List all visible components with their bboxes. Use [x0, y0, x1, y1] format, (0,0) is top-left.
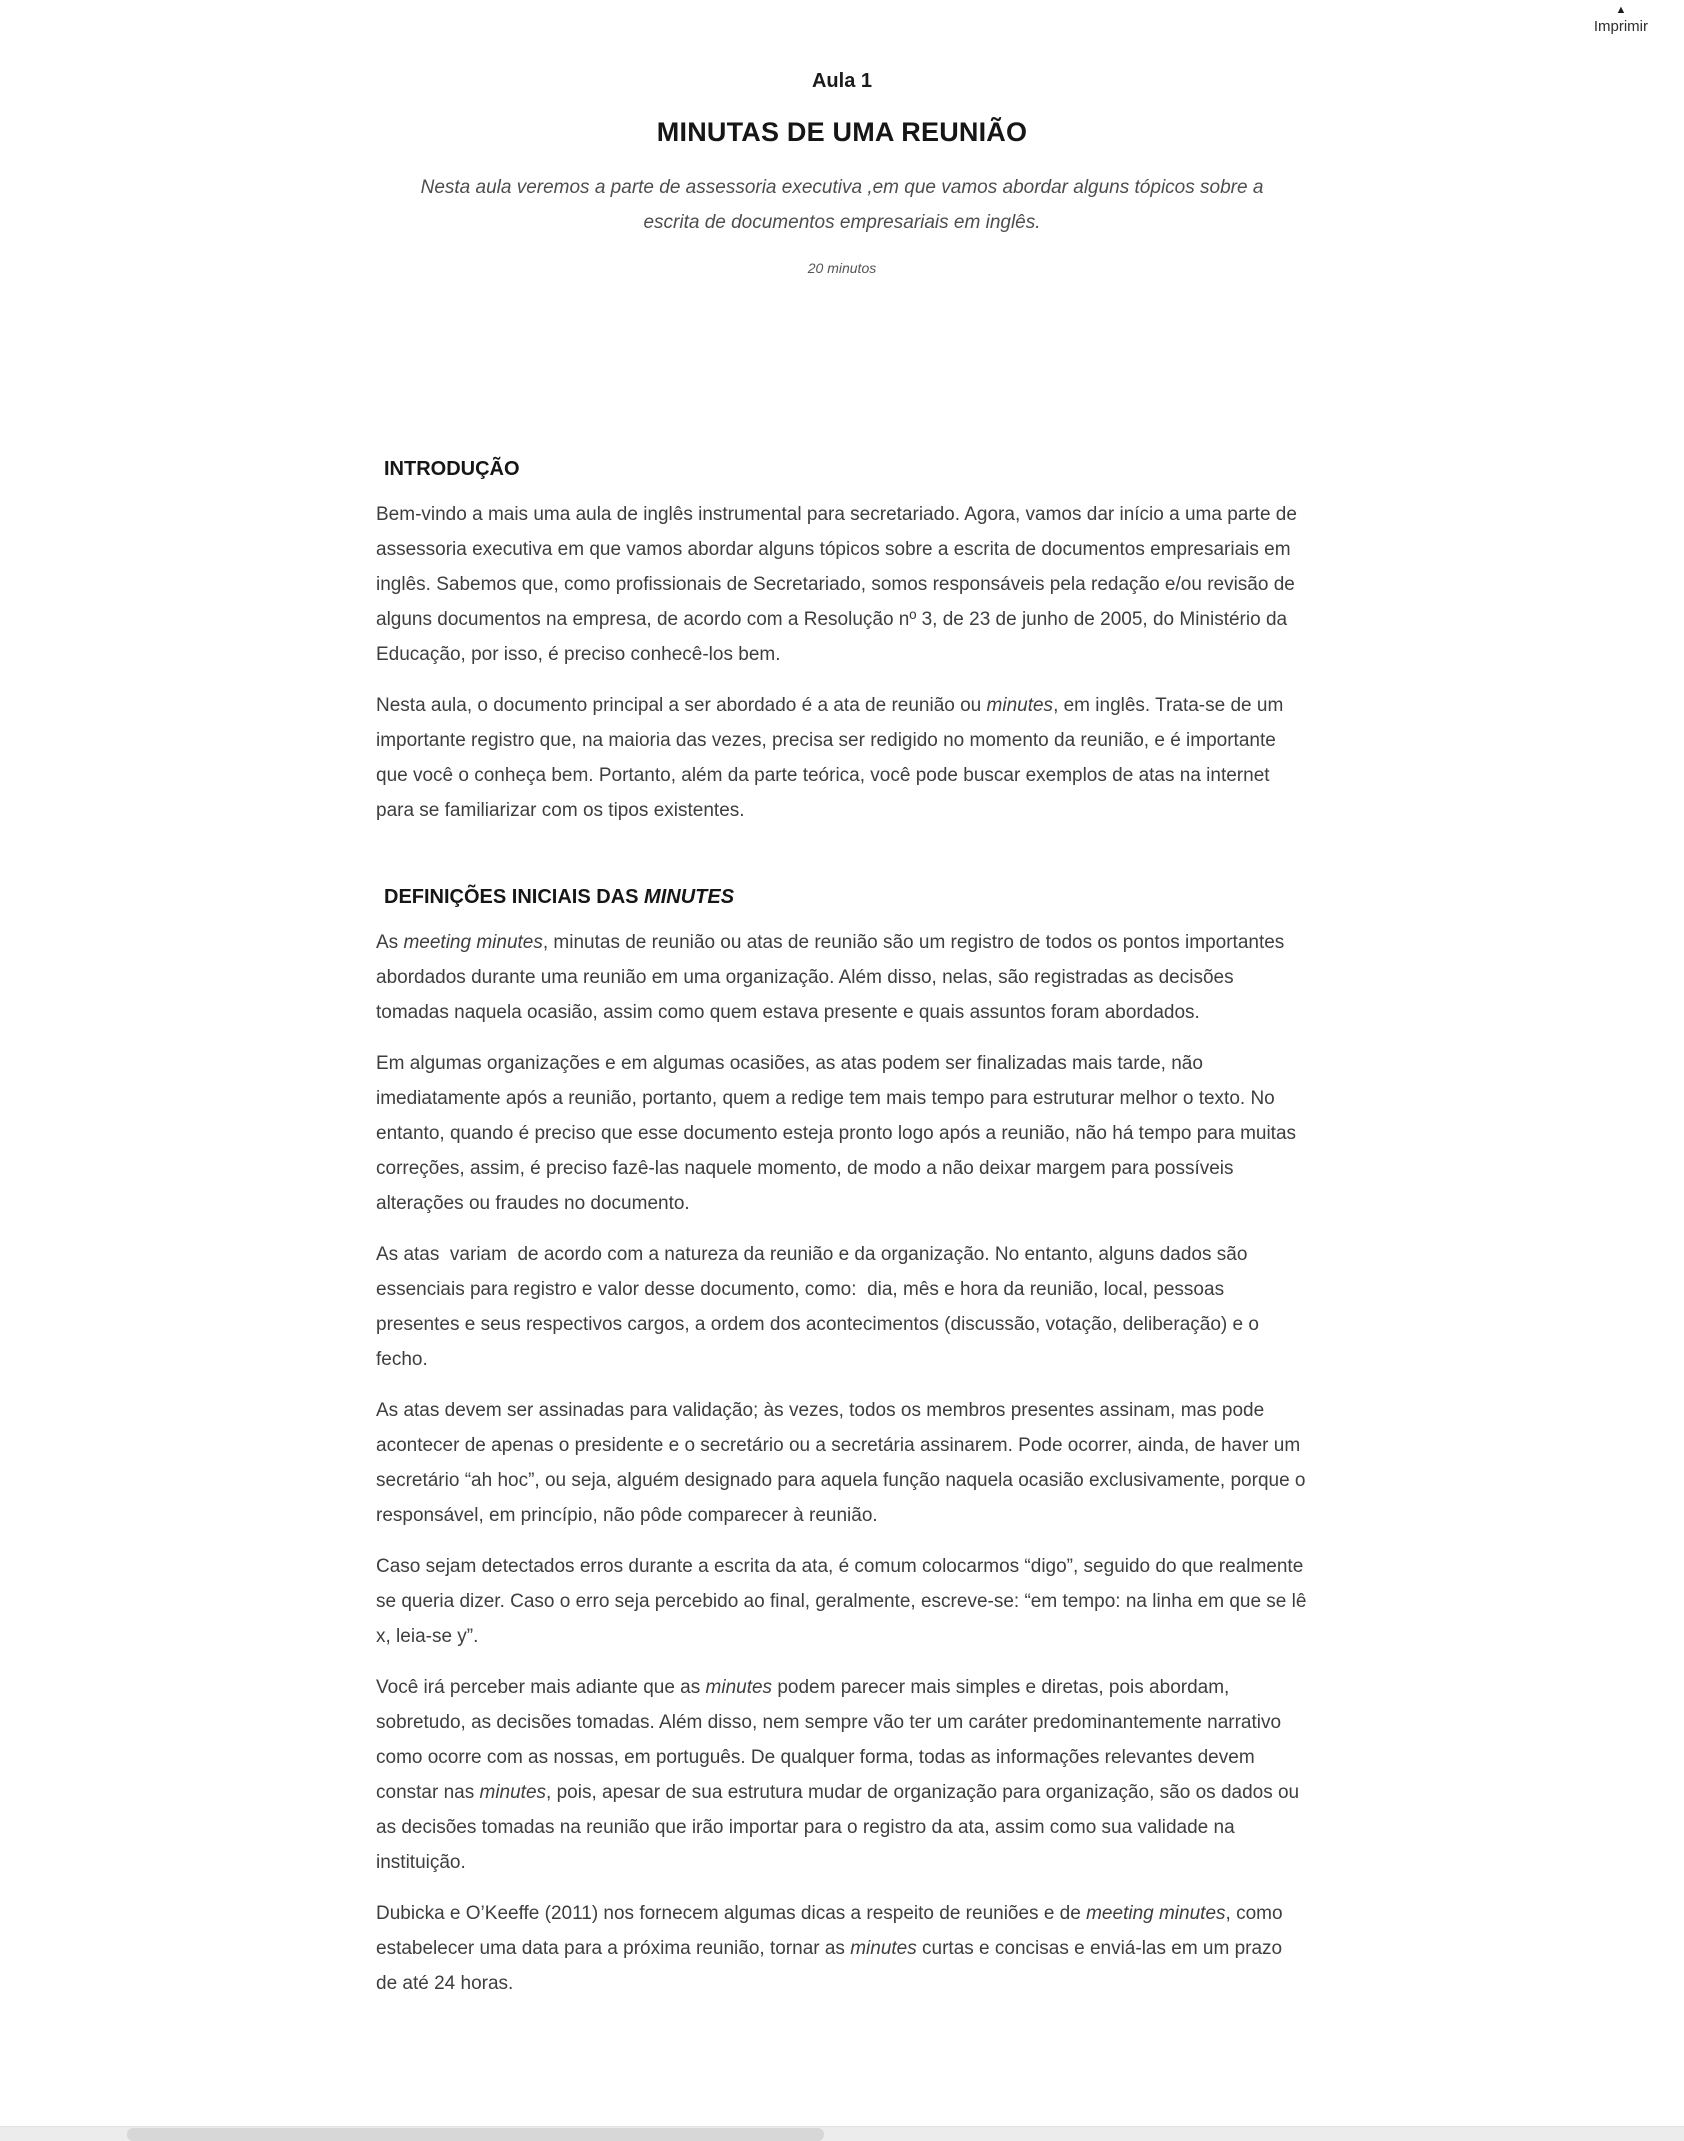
paragraph [376, 1549, 1312, 1654]
italic-text-run: meeting minutes [403, 932, 543, 954]
page-title: MINUTAS DE UMA REUNIÃO [656, 117, 1028, 147]
paragraph [376, 1237, 1308, 1377]
print-button-label: Imprimir [1593, 18, 1648, 35]
text-run: As [376, 932, 404, 954]
horizontal-scrollbar-track[interactable] [0, 2126, 1684, 2141]
paragraph [376, 1046, 1308, 1221]
content-section [376, 886, 1312, 2001]
italic-text-run: minutes [986, 695, 1054, 717]
text-run: As atas devem ser assinadas para validação; às vezes, todos os membros presentes assinam, mas pode acontecer de apenas o presidente e o secretário ou a secretária assinarem. Pode ocorrer, ainda, de haver um secretário “ah hoc”, ou seja, alguém designado para aquela função naquela ocasião exclusivamente, porque o responsável, em princípio, não pôde comparecer à reunião. [376, 1400, 1311, 1527]
italic-text-run: MINUTES [644, 886, 735, 909]
text-run: curtas e concisas e enviá-las em um prazo de até 24 horas. [376, 1938, 1288, 1995]
paragraph [376, 1896, 1308, 2001]
text-run: Caso sejam detectados erros durante a escrita da ata, é comum colocarmos “digo”, seguido do que realmente se queria dizer. Caso o erro seja percebido ao final, geralmente, escreve-se: “em tempo: na linha em que se lê x, leia-se y”. [376, 1556, 1312, 1648]
section-heading [376, 886, 1308, 909]
text-run: , como estabelecer uma data para a próxima reunião, tornar as [376, 1903, 1288, 1960]
text-run: Em algumas organizações e em algumas ocasiões, as atas podem ser finalizadas mais tarde, não imediatamente após a reunião, portanto, quem a redige tem mais tempo para estruturar melhor o texto. No entanto, quando é preciso que esse documento esteja pronto logo após a reunião, não há tempo para muitas correções, assim, é preciso fazê-las naquele momento, de modo a não deixar margem para possíveis alterações ou fraudes no documento. [376, 1053, 1302, 1215]
italic-text-run: minutes [705, 1677, 773, 1699]
paragraph [376, 688, 1308, 828]
paragraph [376, 497, 1308, 672]
text-run: , em inglês. Trata-se de um importante registro que, na maioria das vezes, precisa ser redigido no momento da reunião, e é importante que você o conheça bem. Portanto, além da parte teórica, você pode buscar exemplos de atas na internet para se familiarizar com os tipos existentes. [376, 695, 1289, 822]
italic-text-run: minutes [479, 1782, 547, 1804]
text-run: Nesta aula, o documento principal a ser abordado é a ata de reunião ou [376, 695, 987, 717]
print-button[interactable] [1594, 5, 1648, 35]
italic-text-run: minutes [850, 1938, 917, 1960]
document-content [376, 0, 1312, 2111]
lesson-label: Aula 1 [811, 70, 873, 92]
horizontal-scrollbar-thumb[interactable] [127, 2128, 824, 2141]
paragraph [376, 925, 1308, 1030]
text-run: , pois, apesar de sua estrutura mudar de organização para organização, são os dados ou as decisões tomadas na reunião que irão importar para o registro da ata, assim como sua validade na instituição. [376, 1782, 1305, 1874]
text-run: , minutas de reunião ou atas de reunião são um registro de todos os pontos importantes abordados durante uma reunião em uma organização. Além disso, nelas, são registradas as decisões tomadas naquela ocasião, assim como quem estava presente e quais assuntos foram abordados. [376, 932, 1290, 1024]
paragraph [376, 1670, 1308, 1880]
content-section [376, 458, 1308, 828]
text-run: podem parecer mais simples e diretas, pois abordam, sobretudo, as decisões tomadas. Além disso, nem sempre vão ter um caráter predominantemente narrativo como ocorre com as nossas, em português. De qualquer forma, todas as informações relevantes devem constar nas [376, 1677, 1287, 1804]
printer-icon: ▲ [1615, 4, 1627, 16]
lesson-subtitle: Nesta aula veremos a parte de assessoria executiva ,em que vamos abordar alguns tópicos sobre a escrita de documentos empresariais em inglês. [420, 177, 1264, 234]
sections-container [376, 458, 1312, 2001]
text-run: Você irá perceber mais adiante que as [376, 1677, 706, 1699]
italic-text-run: meeting minutes [1086, 1903, 1226, 1925]
text-run: As atas variam de acordo com a natureza da reunião e da organização. No entanto, alguns dados são essenciais para registro e valor desse documento, como: dia, mês e hora da reunião, local, pessoas presentes e seus respectivos cargos, a ordem dos acontecimentos (discussão, votação, deliberação) e o fecho. [376, 1244, 1265, 1371]
lesson-duration: 20 minutos [807, 260, 877, 277]
text-run: Dubicka e O’Keeffe (2011) nos fornecem algumas dicas a respeito de reuniões e de [376, 1903, 1087, 1925]
section-heading [376, 458, 1308, 481]
paragraph [376, 1393, 1311, 1533]
text-run: Bem-vindo a mais uma aula de inglês instrumental para secretariado. Agora, vamos dar início a uma parte de assessoria executiva em que vamos abordar alguns tópicos sobre a escrita de documentos empresariais em inglês. Sabemos que, como profissionais de Secretariado, somos responsáveis pela redação e/ou revisão de alguns documentos na empresa, de acordo com a Resolução nº 3, de 23 de junho de 2005, do Ministério da Educação, por isso, é preciso conhecê-los bem. [376, 504, 1303, 666]
text-run: INTRODUÇÃO [384, 458, 520, 481]
text-run: DEFINIÇÕES INICIAIS DAS [384, 886, 645, 909]
